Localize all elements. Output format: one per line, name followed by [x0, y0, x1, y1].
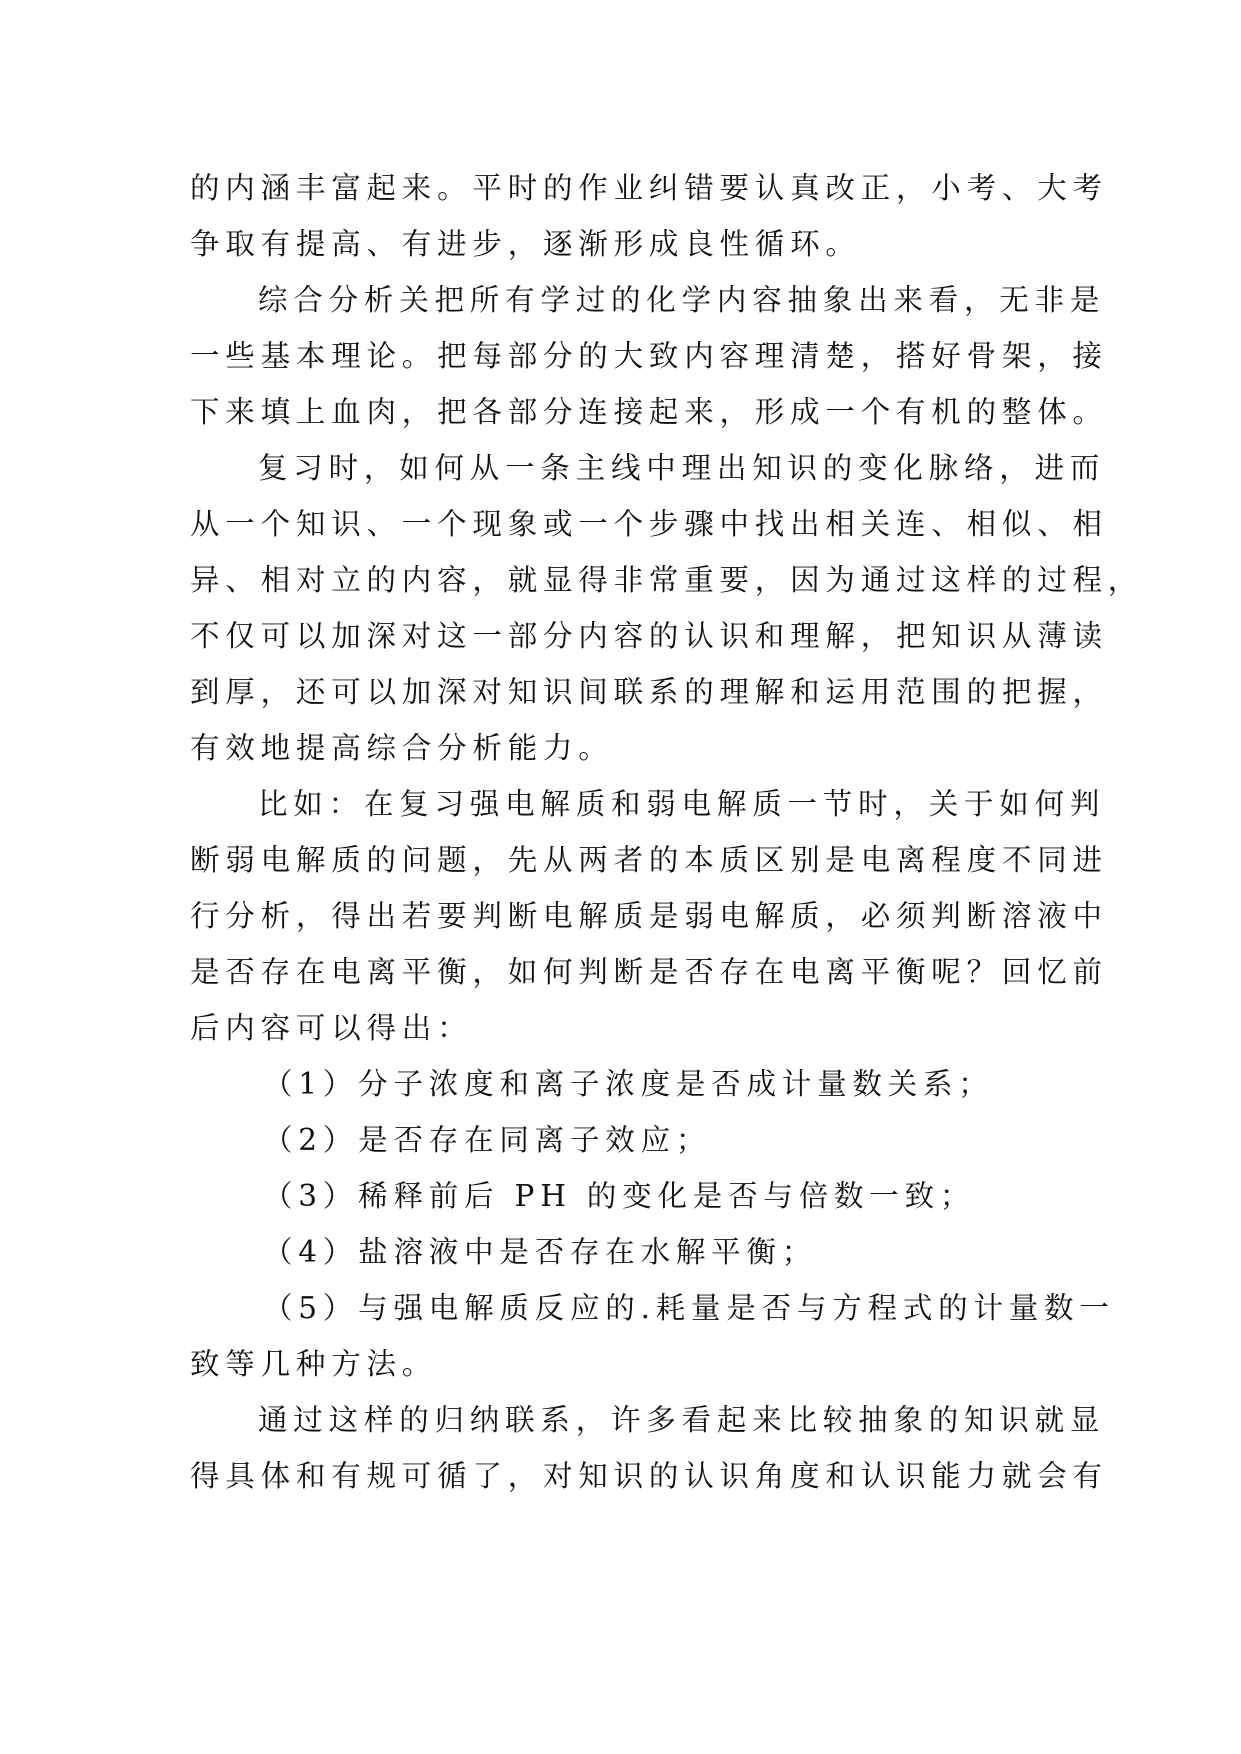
text-line: 是否存在电离平衡，如何判断是否存在电离平衡呢？回忆前 [190, 955, 1108, 989]
text-line: 有效地提高综合分析能力。 [190, 731, 614, 765]
list-item: （4）盐溶液中是否存在水解平衡； [263, 1235, 818, 1269]
list-item: （5）与强电解质反应的.耗量是否与方程式的计量数一 [263, 1291, 1115, 1325]
list-item: （2）是否存在同离子效应； [263, 1123, 712, 1157]
text-line: 下来填上血肉，把各部分连接起来，形成一个有机的整体。 [190, 395, 1108, 429]
text-line: 争取有提高、有进步，逐渐形成良性循环。 [190, 227, 861, 261]
text-line: 到厚，还可以加深对知识间联系的理解和运用范围的把握， [190, 675, 1108, 709]
paragraph-first-line: 综合分析关把所有学过的化学内容抽象出来看，无非是 [258, 283, 1106, 317]
paragraph-first-line: 比如：在复习强电解质和弱电解质一节时，关于如何判 [258, 787, 1106, 821]
list-item: （1）分子浓度和离子浓度是否成计量数关系； [263, 1067, 994, 1101]
paragraph-first-line: 复习时，如何从一条主线中理出知识的变化脉络，进而 [258, 451, 1106, 485]
text-line: 得具体和有规可循了，对知识的认识角度和认识能力就会有 [190, 1459, 1108, 1493]
text-line: 行分析，得出若要判断电解质是弱电解质，必须判断溶液中 [190, 899, 1108, 933]
text-line: 断弱电解质的问题，先从两者的本质区别是电离程度不同进 [190, 843, 1108, 877]
text-line: 一些基本理论。把每部分的大致内容理清楚，搭好骨架，接 [190, 339, 1108, 373]
text-line: 致等几种方法。 [190, 1347, 438, 1381]
text-line: 的内涵丰富起来。平时的作业纠错要认真改正，小考、大考 [190, 171, 1108, 205]
paragraph-first-line: 通过这样的归纳联系，许多看起来比较抽象的知识就显 [258, 1403, 1106, 1437]
text-line: 异、相对立的内容，就显得非常重要，因为通过这样的过程， [190, 563, 1144, 597]
list-item: （3）稀释前后 PH 的变化是否与倍数一致； [263, 1179, 976, 1213]
text-line: 后内容可以得出： [190, 1011, 473, 1045]
text-line: 从一个知识、一个现象或一个步骤中找出相关连、相似、相 [190, 507, 1108, 541]
text-line: 不仅可以加深对这一部分内容的认识和理解，把知识从薄读 [190, 619, 1108, 653]
